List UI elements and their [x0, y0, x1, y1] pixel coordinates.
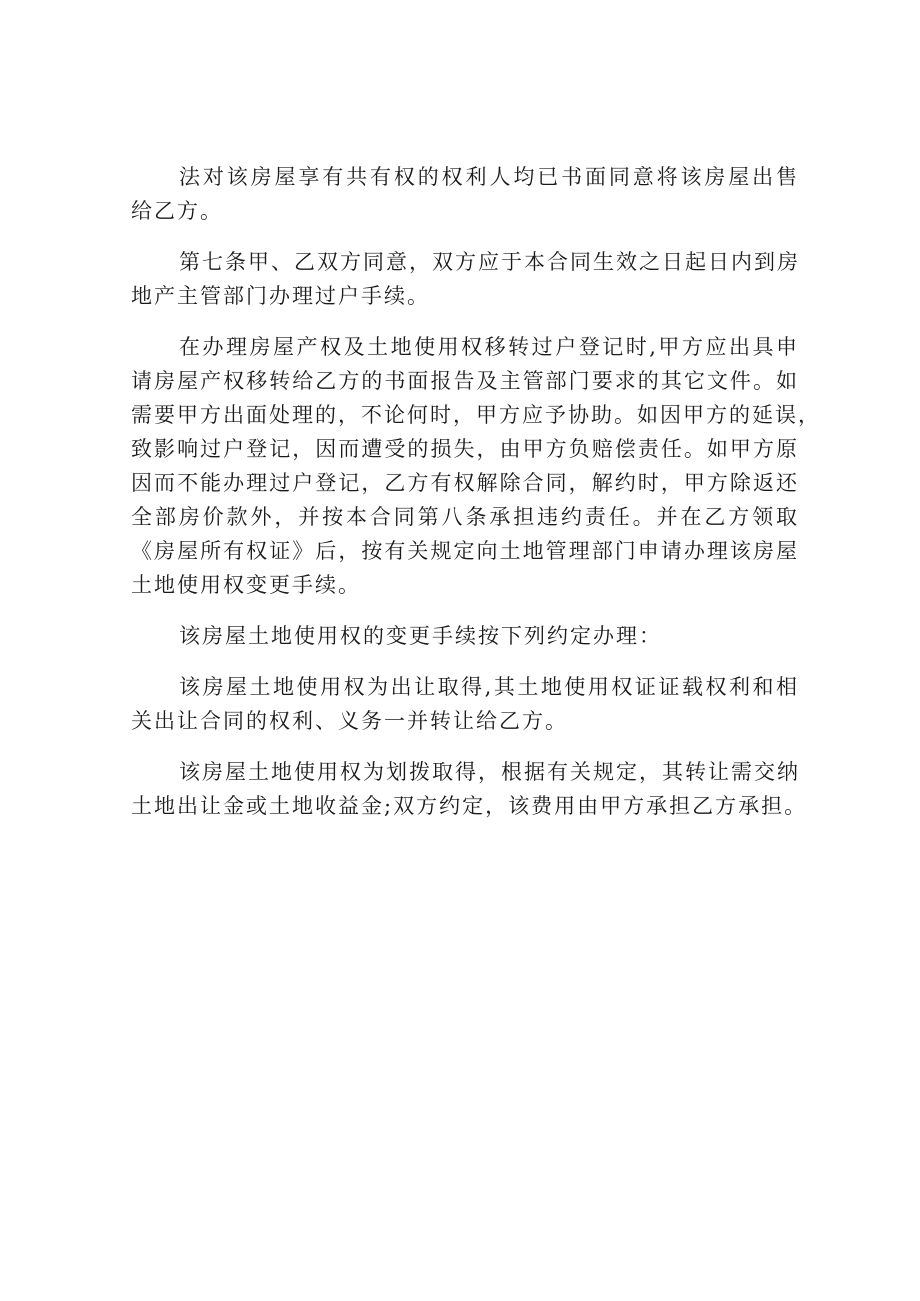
text-line: 因而不能办理过户登记，乙方有权解除合同，解约时，甲方除返还: [131, 471, 799, 495]
paragraph-land-use-procedure: [131, 619, 799, 653]
paragraph-granted-land: [131, 670, 799, 738]
text-line: 致影响过户登记，因而遭受的损失，由甲方负赔偿责任。如甲方原: [131, 437, 799, 461]
text-line: 第七条甲、乙双方同意，双方应于本合同生效之日起日内到房: [179, 250, 800, 274]
paragraph-allocated-land: [131, 755, 808, 823]
text-line: 地产主管部门办理过户手续。: [131, 284, 430, 308]
text-line: 土地出让金或土地收益金;双方约定，该费用由甲方承担乙方承担。: [131, 794, 808, 818]
text-line: 该房屋土地使用权为划拨取得，根据有关规定，其转让需交纳: [179, 760, 800, 784]
text-line: 给乙方。: [131, 199, 223, 223]
document-body: [131, 160, 821, 840]
text-line: 法对该房屋享有共有权的权利人均已书面同意将该房屋出售: [179, 165, 799, 189]
text-line: 关出让合同的权利、义务一并转让给乙方。: [131, 709, 568, 733]
text-line: 《房屋所有权证》后，按有关规定向土地管理部门申请办理该房屋: [131, 539, 799, 563]
text-line: 需要甲方出面处理的，不论何时，甲方应予协助。如因甲方的延误，: [131, 403, 821, 427]
paragraph-transfer-registration: [131, 330, 821, 602]
text-line: 该房屋土地使用权为出让取得,其土地使用权证证载权利和相: [179, 675, 799, 699]
text-line: 在办理房屋产权及土地使用权移转过户登记时,甲方应出具申: [179, 335, 799, 359]
paragraph-article-seven: [131, 245, 799, 313]
text-line: 该房屋土地使用权的变更手续按下列约定办理：: [179, 624, 662, 648]
text-line: 请房屋产权移转给乙方的书面报告及主管部门要求的其它文件。如: [131, 369, 799, 393]
text-line: 土地使用权变更手续。: [131, 573, 361, 597]
text-line: 全部房价款外，并按本合同第八条承担违约责任。并在乙方领取: [131, 505, 799, 529]
paragraph-co-ownership: [131, 160, 799, 228]
